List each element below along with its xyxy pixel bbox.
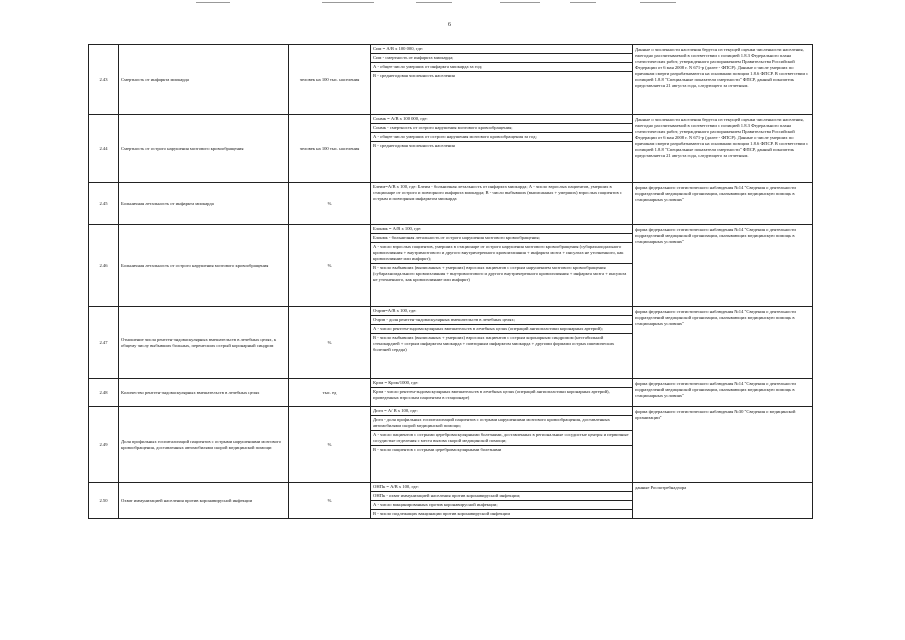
- unit-cell: %: [289, 407, 371, 483]
- data-source: Данные о численности населения берутся из текущей оценки численности населения, ежегодно рассчитываемой в соответствии с позицией 1.8.3 Федерального плана статистических работ, утвержденного распоряжением Правительства Российской Федерации от 6 мая 2008 г. N 671-р (далее - ФПСР). Данные о числе умерших по причинам смерти разрабатываются на основании позиции 1.8.6 ФПСР. В соответствии с позицией 1.8.8 "Специальные показатели смертности" ФПСР, данный показатель представляется 21 августа года, следующего за отчетным.: [633, 45, 813, 115]
- indicator-name: Смертность от инфаркта миокарда: [119, 45, 289, 115]
- row-number: 2.44: [89, 115, 119, 183]
- table-row: [89, 115, 813, 183]
- formula-line: Блонмк = А/В х 100, где:: [373, 226, 422, 231]
- formula-line: Крэм = Крэм/1000, где:: [373, 380, 419, 385]
- data-source: форма федерального статистического наблюдения №14 "Сведения о деятельности подразделений медицинской организации, оказывающих медицинскую помощь в стационарных условиях": [633, 225, 813, 307]
- indicator-name: Больничная летальность от инфаркта миокарда: [119, 183, 289, 225]
- table-row: [89, 225, 813, 307]
- formula-line: А - число пациентов с острыми цереброваскулярными болезнями, доставленных в региональные сосудистые центры и первичные сосудистые отделения с места вызова скорой медицинской помощи;: [371, 430, 632, 445]
- formula-line: А - общее число умерших от инфаркта миокарда за год;: [371, 62, 632, 71]
- row-number: 2.48: [89, 379, 119, 407]
- indicator-name: Доля профильных госпитализаций пациентов с острыми нарушениями мозгового кровообращения, доставленных автомобилями скорой медицинской помощи: [119, 407, 289, 483]
- table-row: [89, 379, 813, 407]
- formula-line: В - число выбывших (выписанных + умерших) взрослых пациентов с острым нарушением мозгового кровообращения (субарахноидального кровоизлияния + внутримозгового и другого внутричерепного кровоизлияния + инфаркта мозга + инсульта не уточненного, как кровоизлияние или инфаркт): [371, 263, 632, 284]
- data-source: данные Роспотребнадзора: [633, 483, 813, 519]
- page-number: 6: [448, 22, 451, 28]
- row-number: 2.43: [89, 45, 119, 115]
- indicator-name: Смертность от острого нарушения мозгового кровообращения: [119, 115, 289, 183]
- indicator-name: Охват иммунизацией населения против коронавирусной инфекции: [119, 483, 289, 519]
- formula-cell: [371, 115, 633, 183]
- row-number: 2.45: [89, 183, 119, 225]
- row-number: 2.46: [89, 225, 119, 307]
- formula-cell: [371, 483, 633, 519]
- formula-line: ОНПк - охват иммунизацией населения против коронавирусной инфекции;: [371, 491, 632, 500]
- formula-line: Очрэв=А/В х 100, где:: [373, 308, 417, 313]
- formula-line: Сим = А/В х 100 000, где:: [373, 46, 424, 51]
- formula-line: В - число подлежащих вакцинации против коронавирусной инфекции: [371, 509, 632, 518]
- formula-line: А - число вакцинированных против коронавирусной инфекции;: [371, 500, 632, 509]
- formula-line: Дпгп - доля профильных госпитализаций пациентов с острыми нарушениями мозгового кровообращения, доставленных автомобилями скорой медицинской помощи;: [371, 415, 632, 430]
- row-number: 2.50: [89, 483, 119, 519]
- formula-line: Сим - смертность от инфаркта миокарда;: [371, 53, 632, 62]
- formula-line: В - число выбывших (выписанных + умерших) взрослых пациентов с острым коронарным синдромом (нестабильной стенокардией + острым инфарктом миокарда + повторным инфарктом миокарда + другими формами острых ишемических болезней сердца): [371, 333, 632, 354]
- formula-line: А - число взрослых пациентов, умерших в стационаре от острого нарушения мозгового кровообращения (субарахноидального кровоизлияния + внутримозгового и другого внутричерепного кровоизлияния + инфаркта мозга + инсульта не уточненного, как кровоизлияние или инфаркт);: [371, 242, 632, 263]
- data-source: форма федерального статистического наблюдения №14 "Сведения о деятельности подразделений медицинской организации, оказывающих медицинскую помощь в стационарных условиях": [633, 307, 813, 379]
- table-row: [89, 483, 813, 519]
- indicator-name: Количество рентген-эндоваскулярных вмешательств в лечебных целях: [119, 379, 289, 407]
- data-source: форма федерального статистического наблюдения №30 "Сведения о медицинской организации": [633, 407, 813, 483]
- row-number: 2.49: [89, 407, 119, 483]
- unit-cell: тыс. ед: [289, 379, 371, 407]
- unit-cell: %: [289, 307, 371, 379]
- data-source: форма федерального статистического наблюдения №14 "Сведения о деятельности подразделений медицинской организации, оказывающих медицинскую помощь в стационарных условиях": [633, 183, 813, 225]
- unit-cell: %: [289, 183, 371, 225]
- indicators-table: [88, 44, 813, 519]
- formula-line: Блонмк - больничная летальность от острого нарушения мозгового кровообращения;: [371, 233, 632, 242]
- table-row: [89, 183, 813, 225]
- indicator-name: Отношение числа рентген-эндоваскулярных вмешательств в лечебных целях, к общему числу выбывших больных, перенесших острый коронарный синдром: [119, 307, 289, 379]
- formula-line: В - число пациентов с острыми цереброваскулярными болезнями: [371, 445, 632, 454]
- formula-cell: [371, 379, 633, 407]
- top-scan-marks: [0, 2, 905, 6]
- formula-line: Сонмк = А/В х 100 000, где:: [373, 116, 428, 121]
- formula-cell: [371, 225, 633, 307]
- formula-cell: [371, 407, 633, 483]
- data-source: форма федерального статистического наблюдения №14 "Сведения о деятельности подразделений медицинской организации, оказывающих медицинскую помощь в стационарных условиях": [633, 379, 813, 407]
- indicator-name: Больничная летальность от острого нарушения мозгового кровообращения: [119, 225, 289, 307]
- unit-cell: %: [289, 225, 371, 307]
- formula-line: А - число рентген-эндоваскулярных вмешательств в лечебных целях (операций ангиопластики коронарных артерий);: [371, 324, 632, 333]
- formula-cell: [371, 307, 633, 379]
- unit-cell: %: [289, 483, 371, 519]
- formula-line: Дпгп = А/ В х 100, где:: [373, 408, 418, 413]
- formula-line: Очрэв - доля рентген-эндоваскулярных вмешательств в лечебных целях;: [371, 315, 632, 324]
- table-row: [89, 45, 813, 115]
- formula-line: ОНПк = А/В х 100, где:: [373, 484, 419, 489]
- formula-cell: [371, 45, 633, 115]
- formula-line: В - среднегодовая численность населения: [371, 71, 632, 80]
- row-number: 2.47: [89, 307, 119, 379]
- formula-line: Блеим=А/В х 100, где: Блеим - больничная летальность от инфаркта миокарда; А - число взрослых пациентов, умерших в стационаре от острого и повторного инфаркта миокарда; В - число выбывших (выписанных + умерших) взрослых пациентов с острым и повторным инфарктом миокарда: [373, 184, 622, 201]
- table-row: [89, 407, 813, 483]
- unit-cell: человек на 100 тыс. населения: [289, 45, 371, 115]
- formula-line: В - среднегодовая численность населения: [371, 141, 632, 150]
- data-source: Данные о численности населения берутся из текущей оценки численности населения, ежегодно рассчитываемой в соответствии с позицией 1.8.3 Федерального плана статистических работ, утвержденного распоряжением Правительства Российской Федерации от 6 мая 2008 г. N 671-р (далее - ФПСР). Данные о числе умерших по причинам смерти разрабатываются на основании позиции 1.8.6 ФПСР. В соответствии с позицией 1.8.8 "Специальные показатели смертности" ФПСР, данный показатель представляется 21 августа года, следующего за отчетным.: [633, 115, 813, 183]
- formula-line: Сонмк - смертность от острого нарушения мозгового кровообращения;: [371, 123, 632, 132]
- unit-cell: человек на 100 тыс. населения: [289, 115, 371, 183]
- table-row: [89, 307, 813, 379]
- formula-line: Крэм - число рентген-эндоваскулярных вмешательств в лечебных целях (операций ангиопластики коронарных артерий), проведенных взрослым пациентам в стационаре): [371, 387, 632, 402]
- formula-line: А - общее число умерших от острого нарушения мозгового кровообращения за год;: [371, 132, 632, 141]
- formula-cell: [371, 183, 633, 225]
